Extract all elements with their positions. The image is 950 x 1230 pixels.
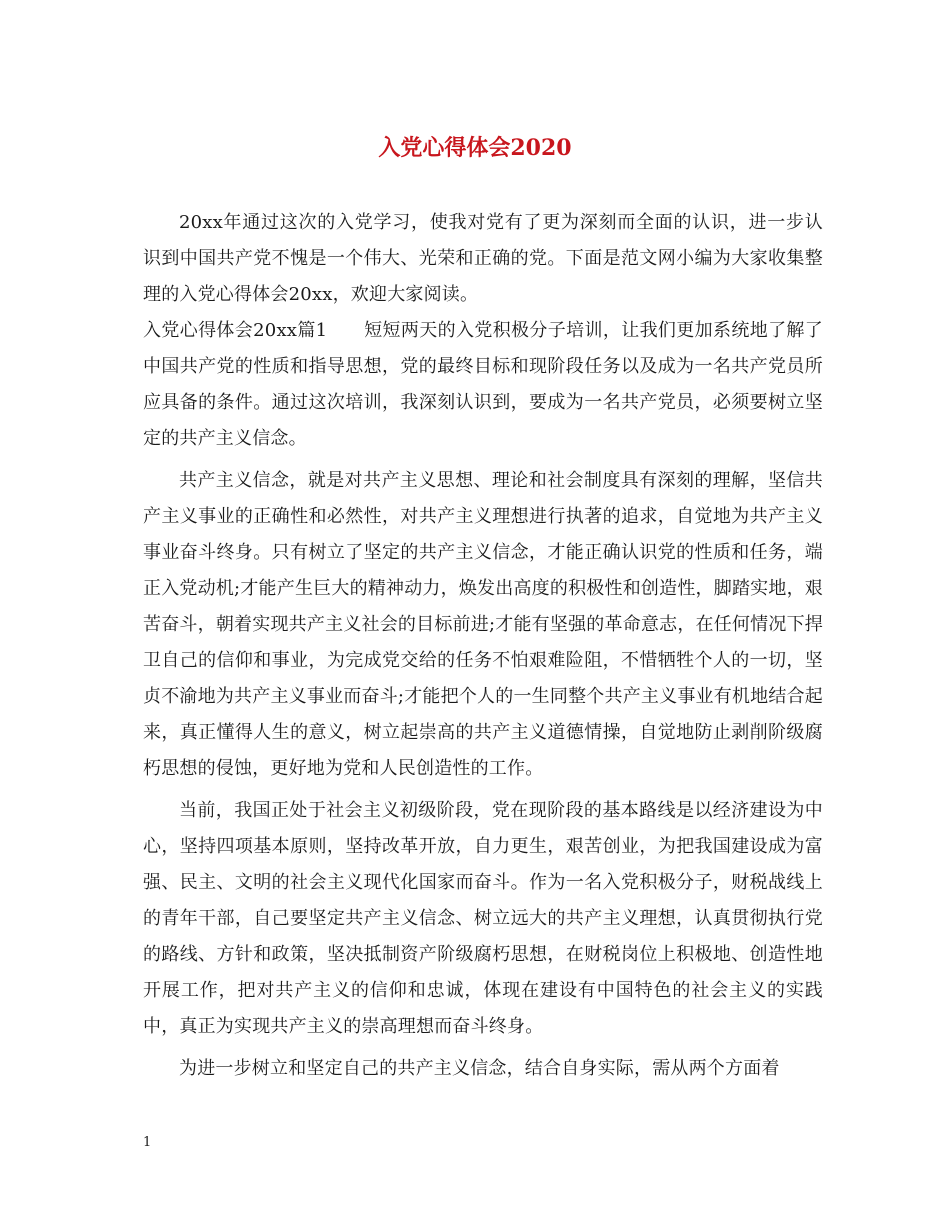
- page-number: 1: [143, 1135, 152, 1150]
- section-1-paragraph: 入党心得体会20xx篇1 短短两天的入党积极分子培训，让我们更加系统地了解了中国共产党的性质和指导思想，党的最终目标和现阶段任务以及成为一名共产党员所应具备的条件。通过这次培训，我深刻认识到，要成为一名共产党员，必须要树立坚定的共产主义信念。: [143, 320, 823, 449]
- document-body: [143, 205, 823, 1087]
- current-stage-paragraph: 当前，我国正处于社会主义初级阶段，党在现阶段的基本路线是以经济建设为中心，坚持四项基本原则，坚持改革开放，自力更生，艰苦创业，为把我国建设成为富强、民主、文明的社会主义现代化国家而奋斗。作为一名入党积极分子，财税战线上的青年干部，自己要坚定共产主义信念、树立远大的共产主义理想，认真贯彻执行党的路线、方针和政策，坚决抵制资产阶级腐朽思想，在财税岗位上积极地、创造性地开展工作，把对共产主义的信仰和忠诚，体现在建设有中国特色的社会主义的实践中，真正为实现共产主义的崇高理想而奋斗终身。: [143, 800, 823, 1037]
- document-title: 入党心得体会2020: [378, 135, 572, 161]
- continuation-paragraph: 为进一步树立和坚定自己的共产主义信念，结合自身实际，需从两个方面着: [179, 1058, 780, 1079]
- belief-paragraph: 共产主义信念，就是对共产主义思想、理论和社会制度具有深刻的理解，坚信共产主义事业的正确性和必然性，对共产主义理想进行执著的追求，自觉地为共产主义事业奋斗终身。只有树立了坚定的共产主义信念，才能正确认识党的性质和任务，端正入党动机;才能产生巨大的精神动力，焕发出高度的积极性和创造性，脚踏实地，艰苦奋斗，朝着实现共产主义社会的目标前进;才能有坚强的革命意志，在任何情况下捍卫自己的信仰和事业，为完成党交给的任务不怕艰难险阻，不惜牺牲个人的一切，坚贞不渝地为共产主义事业而奋斗;才能把个人的一生同整个共产主义事业有机地结合起来，真正懂得人生的意义，树立起崇高的共产主义道德情操，自觉地防止剥削阶级腐朽思想的侵蚀，更好地为党和人民创造性的工作。: [143, 470, 823, 779]
- intro-paragraph: 20xx年通过这次的入党学习，使我对党有了更为深刻而全面的认识，进一步认识到中国共产党不愧是一个伟大、光荣和正确的党。下面是范文网小编为大家收集整理的入党心得体会20xx，欢迎大家阅读。: [143, 212, 823, 305]
